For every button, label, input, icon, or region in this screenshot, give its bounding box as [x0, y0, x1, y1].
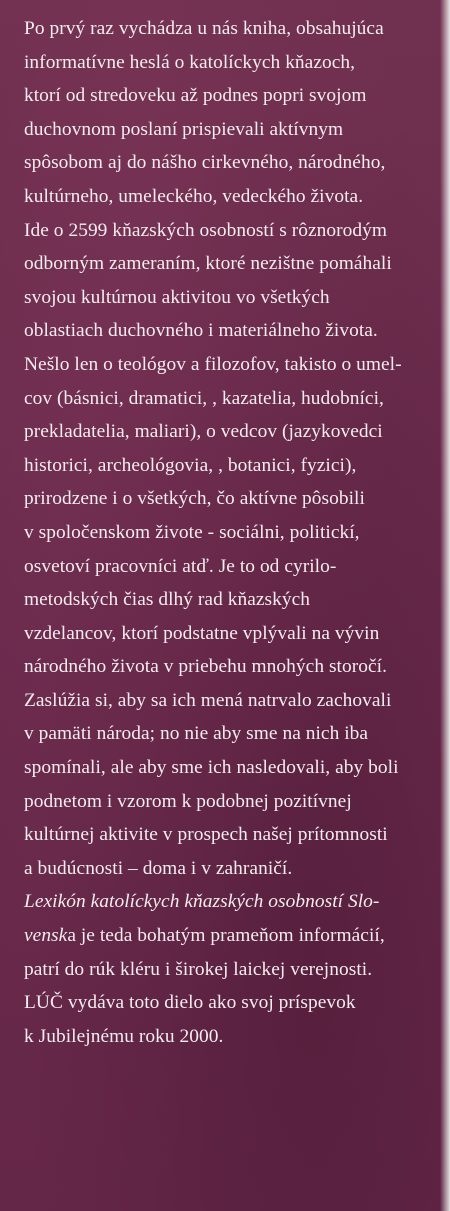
text-line: oblastiach duchovného i materiálneho života.: [24, 320, 378, 342]
text-line: LÚČ vydáva toto dielo ako svoj príspevok: [24, 992, 356, 1014]
text-line: svojou kultúrnou aktivitou vo všetkých: [24, 286, 330, 308]
text-line: ktorí od stredoveku až podnes popri svojom: [24, 85, 367, 107]
text-line: vzdelancov, ktorí podstatne vplývali na vývin: [24, 622, 380, 644]
text-line: cov (básnici, dramatici, , kazatelia, hudobníci,: [24, 387, 384, 409]
text-line: prirodzene i o všetkých, čo aktívne pôsobili: [24, 488, 365, 510]
text-line: metodských čias dlhý rad kňazských: [24, 589, 311, 611]
text-line: v pamäti národa; no nie aby sme na nich iba: [24, 723, 369, 745]
text-line-rest: a je teda bohatým prameňom informácií,: [67, 925, 385, 947]
text-line: [24, 919, 432, 953]
book-title-end: vensk: [24, 925, 68, 947]
text-line: kultúrneho, umeleckého, vedeckého života.: [24, 185, 364, 207]
text-line: Po prvý raz vychádza u nás kniha, obsahujúca: [24, 18, 384, 39]
text-line: Nešlo len o teológov a filozofov, takisto o umel-: [24, 353, 402, 375]
text-line: informatívne heslá o katolíckych kňazoch,: [24, 51, 356, 73]
text-line: prekladatelia, maliari), o vedcov (jazykovedci: [24, 421, 383, 443]
text-line: a budúcnosti – doma i v zahraničí.: [24, 857, 293, 879]
text-line: duchovnom poslaní prispievali aktívnym: [24, 118, 344, 140]
text-line: kultúrnej aktivite v prospech našej prítomnosti: [24, 824, 388, 846]
text-line: Ide o 2599 kňazských osobností s rôznorodým: [24, 219, 387, 241]
text-line: Zaslúžia si, aby sa ich mená natrvalo zachovali: [24, 689, 392, 711]
text-line: osvetoví pracovníci atď. Je to od cyrilo-: [24, 555, 337, 577]
text-line: podnetom i vzorom k podobnej pozitívnej: [24, 790, 352, 812]
text-line: národného života v priebehu mnohých storočí.: [24, 656, 387, 678]
text-line: spomínali, ale aby sme ich nasledovali, aby boli: [24, 757, 399, 779]
text-line: spôsobom aj do nášho cirkevného, národného,: [24, 152, 386, 174]
text-line: historici, archeológovia, , botanici, fyzici),: [24, 454, 357, 476]
book-title-line: Lexikón katolíckych kňazských osobností Slo-: [24, 891, 380, 913]
text-line: k Jubilejnému roku 2000.: [24, 1025, 224, 1047]
text-line: odborným zameraním, ktoré nezištne pomáhali: [24, 253, 392, 275]
text-line: v spoločenskom živote - sociálni, politickí,: [24, 521, 360, 543]
text-line: patrí do rúk kléru i širokej laickej verejnosti.: [24, 958, 373, 980]
blurb-text: [24, 12, 432, 1053]
